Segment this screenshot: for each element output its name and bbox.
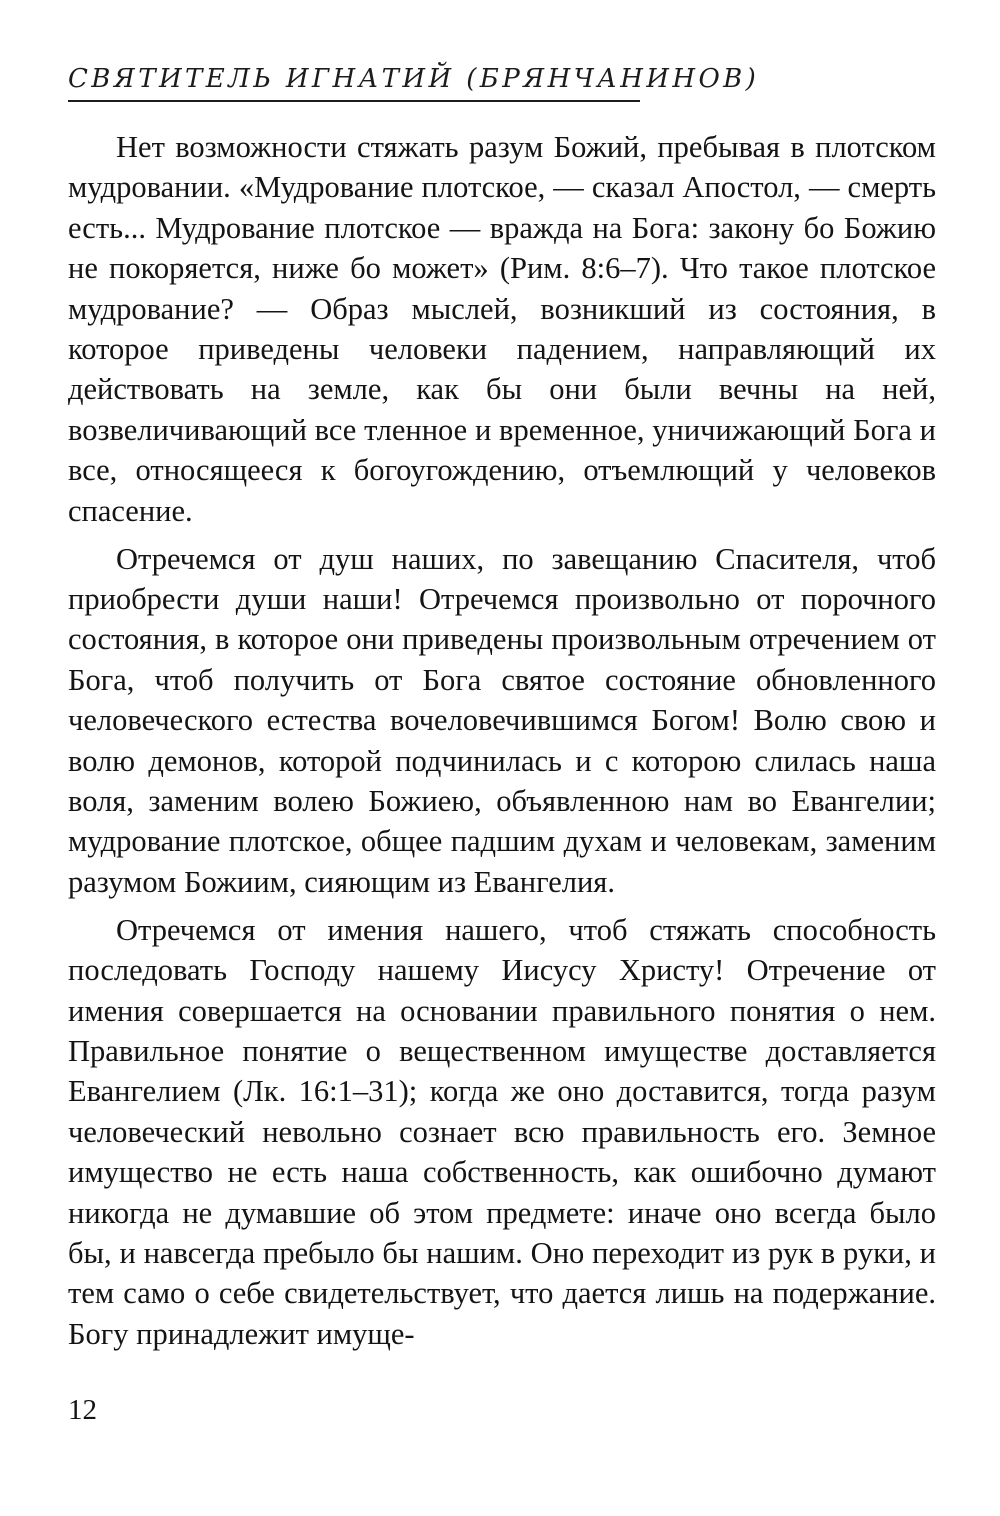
- running-header: СВЯТИТЕЛЬ ИГНАТИЙ (БРЯНЧАНИНОВ): [68, 64, 760, 94]
- paragraph-1: Нет возможности стяжать разум Божий, пребывая в плотском мудровании. «Мудрование плотское, — сказал Апостол, — смерть есть... Мудрование плотское — вражда на Бога: закону бо Божию не покоряется, ниже бо может» (Рим. 8:6–7). Что такое плотское мудрование? — Образ мыслей, возникший из состояния, в которое приведены человеки падением, направляющий их действовать на земле, как бы они были вечны на ней, возвеличивающий все тленное и временное, уничижающий Бога и все, относящееся к богоугождению, отъемлющий у человеков спасение.: [68, 130, 936, 528]
- paragraph-3: Отречемся от имения нашего, чтоб стяжать способность последовать Господу нашему Иисусу Христу! Отречение от имения совершается на основании правильного понятия о нем. Правильное понятие о вещественном имуществе доставляется Евангелием (Лк. 16:1–31); когда же оно доставится, тогда разум человеческий невольно сознает всю правильность его. Земное имущество не есть наша собственность, как ошибочно думают никогда не думавшие об этом предмете: иначе оно всегда было бы, и навсегда пребыло бы нашим. Оно переходит из рук в руки, и тем само о себе свидетельствует, что дается лишь на подержание. Богу принадлежит имуще-: [68, 912, 936, 1351]
- body-text: [68, 127, 936, 1362]
- page-number: 12: [68, 1394, 97, 1426]
- paragraph-2: Отречемся от душ наших, по завещанию Спасителя, чтоб приобрести души наши! Отречемся произвольно от порочного состояния, в которое они приведены произвольным отречением от Бога, чтоб получить от Бога святое состояние обновленного человеческого естества вочеловечившимся Богом! Волю свою и волю демонов, которой подчинилась и с которою слилась наша воля, заменим волею Божиею, объявленною нам во Евангелии; мудрование плотское, общее падшим духам и человекам, заменим разумом Божиим, сияющим из Евангелия.: [68, 541, 936, 899]
- header-underline: [68, 100, 640, 102]
